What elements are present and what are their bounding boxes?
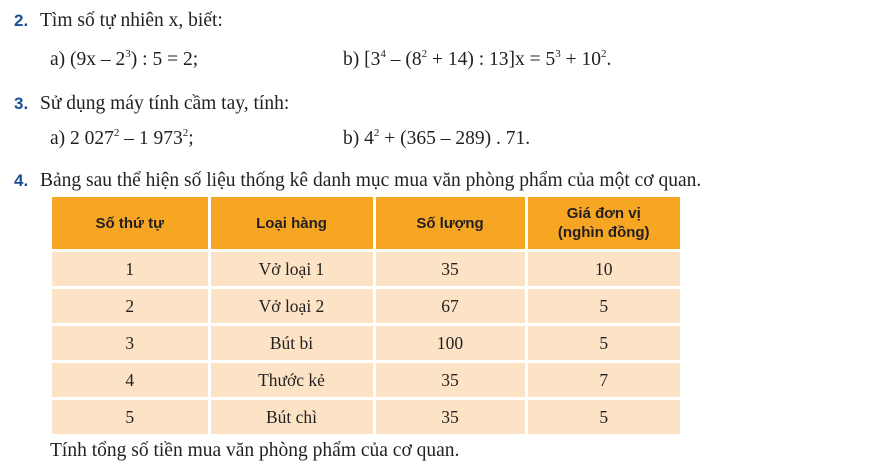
- header-unit-price: [526, 197, 680, 251]
- cell-price: 5: [526, 399, 680, 435]
- cell-quantity: 100: [374, 325, 526, 362]
- exercise-3b: [343, 127, 530, 153]
- exercise-3a-text-2: – 1 973: [119, 128, 183, 149]
- cell-quantity: 35: [374, 251, 526, 288]
- exercise-2a: [50, 48, 198, 74]
- exercise-4-heading: [14, 169, 701, 193]
- cell-item: Bút bi: [209, 325, 374, 362]
- exercise-3-prompt: Sử dụng máy tính cầm tay, tính:: [40, 93, 290, 114]
- exercise-2a-text: a) (9x – 2: [50, 49, 126, 70]
- exercise-3a-text-1: a) 2 027: [50, 128, 114, 149]
- exercise-4-number: 4.: [14, 171, 29, 190]
- cell-serial: 3: [52, 325, 209, 362]
- cell-quantity: 67: [374, 288, 526, 325]
- cell-serial: 1: [52, 251, 209, 288]
- table-row: [52, 288, 680, 325]
- header-unit-price-line-2: (nghìn đồng): [557, 224, 650, 241]
- exercise-3a: [50, 127, 194, 153]
- cell-item: Vở loại 2: [209, 288, 374, 325]
- cell-item: Vở loại 1: [209, 251, 374, 288]
- exercise-4-prompt: Bảng sau thể hiện số liệu thống kê danh mục mua văn phòng phẩm của một cơ quan.: [40, 170, 702, 191]
- exercise-3b-text-end: + (365 – 289) . 71.: [379, 128, 531, 149]
- cell-price: 5: [526, 325, 680, 362]
- header-quantity: Số lượng: [374, 197, 526, 251]
- exercise-2b-text-2: – (8: [385, 49, 422, 70]
- cell-price: 5: [526, 288, 680, 325]
- cell-serial: 2: [52, 288, 209, 325]
- table-header-row: [52, 197, 680, 251]
- exercise-3a-exp-2: 2: [182, 127, 189, 139]
- cell-price: 10: [526, 251, 680, 288]
- exercise-2b-text-3: + 14) : 13]x = 5: [427, 49, 556, 70]
- exercise-3a-exp-1: 2: [113, 127, 120, 139]
- exercise-3a-text-end: ;: [188, 128, 194, 149]
- cell-serial: 4: [52, 362, 209, 399]
- exercise-2b: [343, 48, 611, 74]
- cell-item: Bút chì: [209, 399, 374, 435]
- stationery-table: [52, 197, 680, 434]
- exercise-2b-text-1: b) [3: [343, 49, 381, 70]
- exercise-2-prompt: Tìm số tự nhiên x, biết:: [40, 10, 223, 31]
- exercise-3b-text-1: b) 4: [343, 128, 374, 149]
- exercise-2-number: 2.: [14, 11, 29, 30]
- table-row: [52, 325, 680, 362]
- exercise-2b-text-4: + 10: [560, 49, 602, 70]
- cell-quantity: 35: [374, 399, 526, 435]
- table-row: [52, 399, 680, 435]
- exercise-2a-text-end: ) : 5 = 2;: [130, 49, 199, 70]
- exercise-3b-exp: 2: [373, 127, 380, 139]
- table-row: [52, 251, 680, 288]
- exercise-2b-text-end: .: [606, 49, 612, 70]
- table-row: [52, 362, 680, 399]
- exercise-2a-exponent: 3: [125, 48, 131, 60]
- exercise-3-heading: [14, 92, 289, 116]
- cell-serial: 5: [52, 399, 209, 435]
- exercise-4-question: Tính tổng số tiền mua văn phòng phẩm của cơ quan.: [50, 440, 460, 461]
- cell-price: 7: [526, 362, 680, 399]
- header-item-type: Loại hàng: [209, 197, 374, 251]
- exercise-2b-exp-3: 3: [555, 48, 561, 60]
- cell-quantity: 35: [374, 362, 526, 399]
- header-serial-number: Số thứ tự: [52, 197, 209, 251]
- exercise-3-number: 3.: [14, 94, 29, 113]
- header-unit-price-line-1: Giá đơn vị: [566, 205, 641, 222]
- cell-item: Thước kẻ: [209, 362, 374, 399]
- exercise-2-heading: [14, 9, 223, 33]
- exercise-2b-exp-2: 2: [421, 48, 428, 60]
- exercise-2b-exp-4: 2: [601, 48, 607, 60]
- exercise-2b-exp-1: 4: [380, 48, 386, 60]
